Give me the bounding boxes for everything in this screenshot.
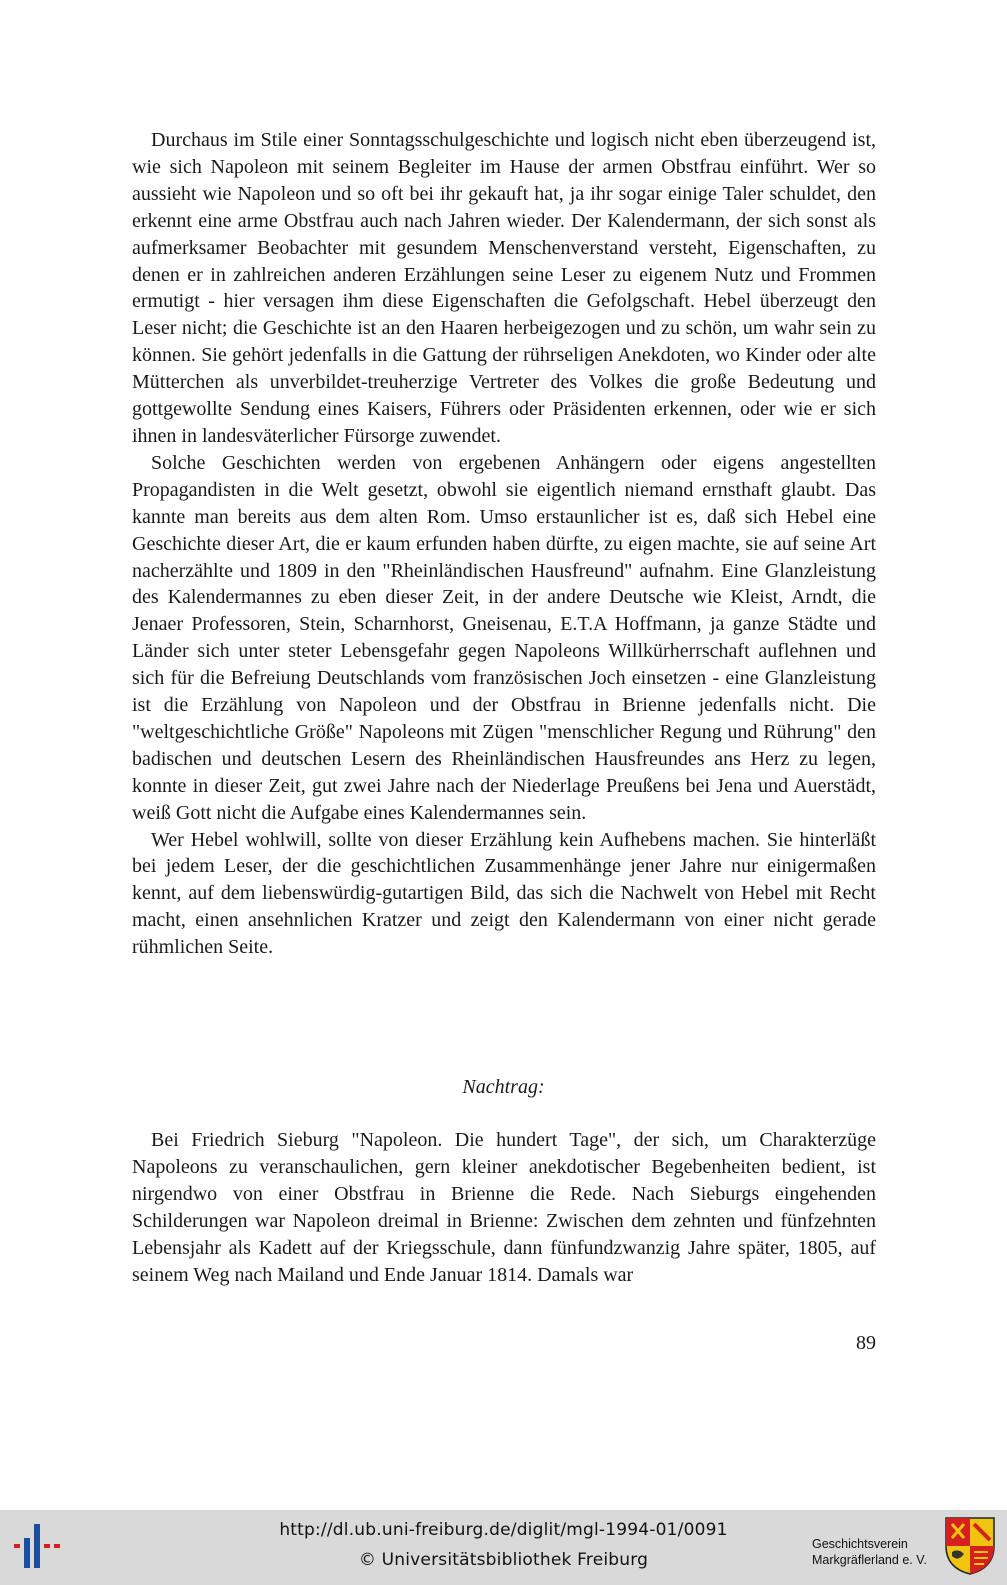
body-text-section-1	[132, 127, 876, 961]
section-heading: Nachtrag:	[462, 1076, 545, 1098]
page-number: 89	[856, 1332, 876, 1354]
paragraph: Durchaus im Stile einer Sonntagsschulgeschichte und logisch nicht eben überzeugend ist, wie sich Napoleon mit seinem Begleiter im Hause der armen Obstfrau einführt. Wer so aussieht wie Napoleon und so oft bei ihr gekauft hat, ja ihr sogar einige Taler schuldet, den erkennt eine arme Obstfrau auch nach Jahren wieder. Der Kalendermann, der sich sonst als aufmerksamer Beobachter mit gesundem Menschenverstand versteht, Eigenschaften, zu denen er in zahlreichen anderen Erzählungen seine Leser zu eigenem Nutz und Frommen ermutigt - hier versagen ihm diese Eigenschaften die Gefolgschaft. Hebel überzeugt den Leser nicht; die Geschichte ist an den Haaren herbeigezogen und zu schön, um wahr sein zu können. Sie gehört jedenfalls in die Gattung der rührseligen Anekdoten, wo Kinder oder alte Mütterchen als unverbildet-treuherzige Vertreter des Volkes die große Bedeutung und gottgewollte Sendung eines Kaisers, Führers oder Präsidenten erkennen, oder wie er sich ihnen in landesväterlicher Fürsorge zuwendet.	[132, 129, 876, 447]
society-line-2: Markgräflerland e. V.	[812, 1553, 927, 1567]
paragraph: Wer Hebel wohlwill, sollte von dieser Erzählung kein Aufhebens machen. Sie hinterläßt bei jedem Leser, der die geschichtlichen Zusammenhänge jener Jahre nur einigermaßen kennt, auf dem liebenswürdig-gutartigen Bild, das sich die Nachwelt von Hebel mit Recht macht, einen ansehnlichen Kratzer und zeigt den Kalendermann von einer nicht gerade rühmlichen Seite.	[132, 828, 876, 959]
body-text-section-2	[132, 1127, 876, 1288]
coat-of-arms-icon	[944, 1516, 996, 1576]
society-name	[812, 1536, 927, 1568]
paragraph: Bei Friedrich Sieburg "Napoleon. Die hundert Tage", der sich, um Charakterzüge Napoleons zu veranschaulichen, gern kleiner anekdotischer Begebenheiten bedient, ist nirgendwo von einer Obstfrau in Brienne die Rede. Nach Sieburgs eingehenden Schilderungen war Napoleon dreimal in Brienne: Zwischen dem zehnten und fünfzehnten Lebensjahr als Kadett auf der Kriegsschule, dann fünfundzwanzig Jahre später, 1805, auf seinem Weg nach Mailand und Ende Januar 1814. Damals war	[132, 1129, 876, 1286]
copyright-notice: © Universitätsbibliothek Freiburg	[358, 1550, 649, 1570]
society-line-1: Geschichtsverein	[812, 1537, 908, 1551]
paragraph: Solche Geschichten werden von ergebenen Anhängern oder eigens angestellten Propagandisten in die Welt gesetzt, obwohl sie eigentlich niemand ernsthaft glaubt. Das kannte man bereits aus dem alten Rom. Umso erstaunlicher ist es, daß sich Hebel eine Geschichte dieser Art, die er kaum erfunden haben dürfte, zu eigen machte, sie auf seine Art nacherzählte und 1809 in den "Rheinländischen Hausfreund" aufnahm. Eine Glanzleistung des Kalendermannes zu eben dieser Zeit, in der andere Deutsche wie Kleist, Arndt, die Jenaer Professoren, Stein, Scharnhorst, Gneisenau, E.T.A Hoffmann, ja ganze Städte und Länder sich unter steter Lebensgefahr gegen Napoleons Willkürherrschaft auflehnen und sich für die Befreiung Deutschlands vom französischen Joch einsetzen - eine Glanzleistung ist die Erzählung von Napoleon und der Obstfrau in Brienne jedenfalls nicht. Die "weltgeschichtliche Größe" Napoleons mit Zügen "menschlicher Regung und Rührung" den badischen und deutschen Lesern des Rheinländischen Hausfreundes ans Herz zu legen, konnte in dieser Zeit, gut zwei Jahre nach der Niederlage Preußens bei Jena und Auerstädt, weiß Gott nicht die Aufgabe eines Kalendermannes sein.	[132, 451, 876, 824]
permalink-url[interactable]: http://dl.ub.uni-freiburg.de/diglit/mgl-1994-01/0091	[279, 1520, 728, 1540]
footer-bar	[0, 1510, 1007, 1585]
